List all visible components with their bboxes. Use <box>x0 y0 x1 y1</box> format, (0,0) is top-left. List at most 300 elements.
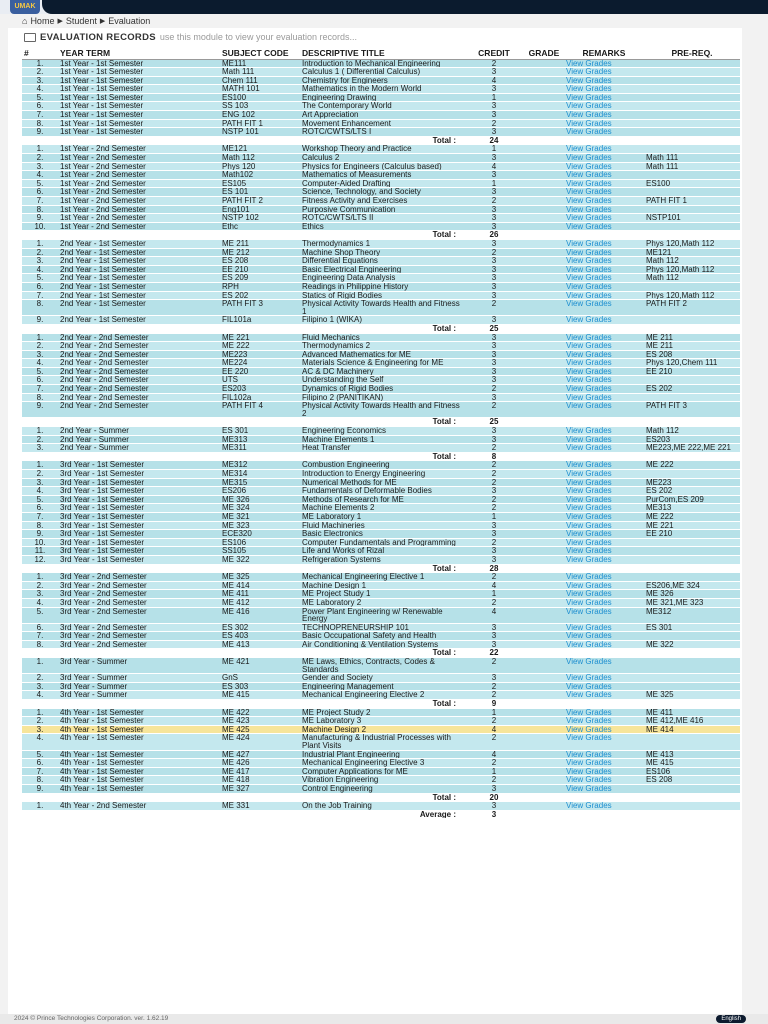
subject-code-cell: ME313 <box>220 435 300 444</box>
row-number: 4. <box>22 359 58 368</box>
descriptive-title-cell: Advanced Mathematics for ME <box>300 350 464 359</box>
view-grades-link[interactable]: View Grades <box>564 257 644 266</box>
total-empty <box>524 564 740 573</box>
grade-cell <box>524 350 564 359</box>
row-number: 8. <box>22 205 58 214</box>
table-row <box>22 402 740 418</box>
table-row <box>22 444 740 453</box>
table-row <box>22 632 740 641</box>
total-value: 25 <box>464 418 524 427</box>
view-grades-link[interactable]: View Grades <box>564 342 644 351</box>
table-row <box>22 222 740 231</box>
view-grades-link[interactable]: View Grades <box>564 265 644 274</box>
view-grades-link[interactable]: View Grades <box>564 435 644 444</box>
table-row <box>22 76 740 85</box>
descriptive-title-cell: Understanding the Self <box>300 376 464 385</box>
grade-cell <box>524 598 564 607</box>
app-logo[interactable]: UMAK <box>10 0 40 14</box>
grade-cell <box>524 119 564 128</box>
credit-cell: 3 <box>464 802 524 811</box>
row-number: 3. <box>22 350 58 359</box>
row-number: 7. <box>22 291 58 300</box>
view-grades-link[interactable]: View Grades <box>564 359 644 368</box>
table-row <box>22 291 740 300</box>
row-number: 10. <box>22 538 58 547</box>
view-grades-link[interactable]: View Grades <box>564 128 644 137</box>
year-term-cell: 2nd Year - 1st Semester <box>58 300 220 316</box>
row-number: 5. <box>22 607 58 623</box>
view-grades-link[interactable]: View Grades <box>564 802 644 811</box>
grade-cell <box>524 93 564 102</box>
table-row <box>22 538 740 547</box>
view-grades-link[interactable]: View Grades <box>564 427 644 436</box>
view-grades-link[interactable]: View Grades <box>564 555 644 564</box>
grade-cell <box>524 162 564 171</box>
table-row <box>22 300 740 316</box>
credit-cell: 3 <box>464 359 524 368</box>
year-term-cell: 2nd Year - 1st Semester <box>58 239 220 248</box>
year-term-cell: 1st Year - 2nd Semester <box>58 145 220 154</box>
total-value: 25 <box>464 324 524 333</box>
view-grades-link[interactable]: View Grades <box>564 776 644 785</box>
credit-cell: 3 <box>464 367 524 376</box>
year-term-cell: 2nd Year - 1st Semester <box>58 316 220 325</box>
subject-code-cell: ME 416 <box>220 607 300 623</box>
view-grades-link[interactable]: View Grades <box>564 504 644 513</box>
prereq-cell: PATH FIT 1 <box>644 197 740 206</box>
grade-cell <box>524 470 564 479</box>
year-term-cell: 3rd Year - Summer <box>58 682 220 691</box>
view-grades-link[interactable]: View Grades <box>564 461 644 470</box>
subject-code-cell: SS 103 <box>220 102 300 111</box>
prereq-cell <box>644 802 740 811</box>
table-row <box>22 478 740 487</box>
view-grades-link[interactable]: View Grades <box>564 784 644 793</box>
subject-code-cell: ME 417 <box>220 767 300 776</box>
col-header-credit: CREDIT <box>464 48 524 59</box>
view-grades-link[interactable]: View Grades <box>564 291 644 300</box>
view-grades-link[interactable]: View Grades <box>564 691 644 700</box>
footer <box>0 1014 768 1024</box>
view-grades-link[interactable]: View Grades <box>564 162 644 171</box>
grade-cell <box>524 76 564 85</box>
descriptive-title-cell: Calculus 2 <box>300 154 464 163</box>
table-row <box>22 802 740 811</box>
table-row <box>22 734 740 750</box>
prereq-cell <box>644 171 740 180</box>
view-grades-link[interactable]: View Grades <box>564 598 644 607</box>
grade-cell <box>524 128 564 137</box>
view-grades-link[interactable]: View Grades <box>564 93 644 102</box>
chevron-right-icon: ▶ <box>99 18 106 25</box>
credit-cell: 3 <box>464 623 524 632</box>
descriptive-title-cell: The Contemporary World <box>300 102 464 111</box>
subject-code-cell: Phys 120 <box>220 162 300 171</box>
view-grades-link[interactable]: View Grades <box>564 521 644 530</box>
view-grades-link[interactable]: View Grades <box>564 470 644 479</box>
credit-cell: 3 <box>464 674 524 683</box>
prereq-cell <box>644 111 740 120</box>
row-number: 4. <box>22 265 58 274</box>
year-term-cell: 4th Year - 2nd Semester <box>58 802 220 811</box>
subject-code-cell: ES100 <box>220 93 300 102</box>
total-row <box>22 231 740 240</box>
descriptive-title-cell: Dynamics of Rigid Bodies <box>300 385 464 394</box>
grade-cell <box>524 188 564 197</box>
view-grades-link[interactable]: View Grades <box>564 682 644 691</box>
row-number: 1. <box>22 573 58 582</box>
view-grades-link[interactable]: View Grades <box>564 487 644 496</box>
credit-cell: 3 <box>464 435 524 444</box>
descriptive-title-cell: Physics for Engineers (Calculus based) <box>300 162 464 171</box>
view-grades-link[interactable]: View Grades <box>564 725 644 734</box>
descriptive-title-cell: Purposive Communication <box>300 205 464 214</box>
credit-cell: 3 <box>464 555 524 564</box>
view-grades-link[interactable]: View Grades <box>564 640 644 649</box>
view-grades-link[interactable]: View Grades <box>564 581 644 590</box>
view-grades-link[interactable]: View Grades <box>564 538 644 547</box>
home-icon[interactable]: ⌂ <box>22 16 28 26</box>
view-grades-link[interactable]: View Grades <box>564 750 644 759</box>
descriptive-title-cell: Machine Design 1 <box>300 581 464 590</box>
view-grades-link[interactable]: View Grades <box>564 316 644 325</box>
grade-cell <box>524 145 564 154</box>
subject-code-cell: NSTP 102 <box>220 214 300 223</box>
row-number: 1. <box>22 145 58 154</box>
year-term-cell: 3rd Year - 1st Semester <box>58 512 220 521</box>
table-row <box>22 623 740 632</box>
prereq-cell <box>644 145 740 154</box>
view-grades-link[interactable]: View Grades <box>564 239 644 248</box>
subject-code-cell: ES105 <box>220 179 300 188</box>
subject-code-cell: ME 324 <box>220 504 300 513</box>
subject-code-cell: Chem 111 <box>220 76 300 85</box>
descriptive-title-cell: Life and Works of Rizal <box>300 547 464 556</box>
subject-code-cell: MATH 101 <box>220 85 300 94</box>
subject-code-cell: ME 427 <box>220 750 300 759</box>
prereq-cell: ES203 <box>644 435 740 444</box>
total-value: 9 <box>464 700 524 709</box>
view-grades-link[interactable]: View Grades <box>564 607 644 623</box>
view-grades-link[interactable]: View Grades <box>564 708 644 717</box>
table-row <box>22 102 740 111</box>
grade-cell <box>524 171 564 180</box>
view-grades-link[interactable]: View Grades <box>564 393 644 402</box>
row-number: 6. <box>22 282 58 291</box>
card-header <box>24 31 357 43</box>
view-grades-link[interactable]: View Grades <box>564 214 644 223</box>
row-number: 3. <box>22 478 58 487</box>
year-term-cell: 1st Year - 1st Semester <box>58 102 220 111</box>
view-grades-link[interactable]: View Grades <box>564 444 644 453</box>
credit-cell: 3 <box>464 128 524 137</box>
prereq-cell: ES 208 <box>644 776 740 785</box>
year-term-cell: 2nd Year - Summer <box>58 444 220 453</box>
col-header-prereq: PRE-REQ. <box>644 48 740 59</box>
total-empty <box>524 452 740 461</box>
grade-cell <box>524 750 564 759</box>
grade-cell <box>524 385 564 394</box>
grade-cell <box>524 725 564 734</box>
row-number: 4. <box>22 85 58 94</box>
descriptive-title-cell: Calculus 1 ( Differential Calculus) <box>300 68 464 77</box>
language-selector[interactable]: English <box>716 1015 746 1023</box>
year-term-cell: 1st Year - 1st Semester <box>58 68 220 77</box>
view-grades-link[interactable]: View Grades <box>564 547 644 556</box>
credit-cell: 3 <box>464 265 524 274</box>
row-number: 3. <box>22 682 58 691</box>
descriptive-title-cell: Gender and Society <box>300 674 464 683</box>
view-grades-link[interactable]: View Grades <box>564 188 644 197</box>
subject-code-cell: Math102 <box>220 171 300 180</box>
year-term-cell: 3rd Year - 1st Semester <box>58 521 220 530</box>
view-grades-link[interactable]: View Grades <box>564 222 644 231</box>
view-grades-link[interactable]: View Grades <box>564 85 644 94</box>
subject-code-cell: PATH FIT 2 <box>220 197 300 206</box>
descriptive-title-cell: Engineering Drawing <box>300 93 464 102</box>
credit-cell: 2 <box>464 759 524 768</box>
table-row <box>22 674 740 683</box>
copyright-text: 2024 © Prince Technologies Corporation. ver. 1.62.19 <box>14 1015 169 1022</box>
descriptive-title-cell: Basic Electronics <box>300 530 464 539</box>
prereq-cell: ES106 <box>644 767 740 776</box>
grade-cell <box>524 717 564 726</box>
table-row <box>22 248 740 257</box>
subject-code-cell: ME 325 <box>220 573 300 582</box>
row-number: 7. <box>22 385 58 394</box>
total-empty <box>524 136 740 145</box>
table-row <box>22 393 740 402</box>
table-row <box>22 573 740 582</box>
descriptive-title-cell: On the Job Training <box>300 802 464 811</box>
table-row <box>22 717 740 726</box>
credit-cell: 3 <box>464 316 524 325</box>
table-row <box>22 776 740 785</box>
view-grades-link[interactable]: View Grades <box>564 590 644 599</box>
prereq-cell <box>644 102 740 111</box>
view-grades-link[interactable]: View Grades <box>564 119 644 128</box>
row-number: 9. <box>22 214 58 223</box>
total-label: Total : <box>22 452 464 461</box>
view-grades-link[interactable]: View Grades <box>564 530 644 539</box>
descriptive-title-cell: Computer Applications for ME <box>300 767 464 776</box>
col-header-number: # <box>22 48 58 59</box>
prereq-cell: ME 326 <box>644 590 740 599</box>
row-number: 4. <box>22 487 58 496</box>
grade-cell <box>524 214 564 223</box>
subject-code-cell: PATH FIT 1 <box>220 119 300 128</box>
year-term-cell: 1st Year - 2nd Semester <box>58 188 220 197</box>
descriptive-title-cell: Fluid Mechanics <box>300 333 464 342</box>
view-grades-link[interactable]: View Grades <box>564 402 644 418</box>
view-grades-link[interactable]: View Grades <box>564 367 644 376</box>
descriptive-title-cell: Machine Elements 2 <box>300 504 464 513</box>
subject-code-cell: ME 323 <box>220 521 300 530</box>
prereq-cell <box>644 658 740 674</box>
view-grades-link[interactable]: View Grades <box>564 759 644 768</box>
descriptive-title-cell: ME Project Study 2 <box>300 708 464 717</box>
year-term-cell: 3rd Year - Summer <box>58 691 220 700</box>
view-grades-link[interactable]: View Grades <box>564 300 644 316</box>
table-row <box>22 555 740 564</box>
descriptive-title-cell: Introduction to Energy Engineering <box>300 470 464 479</box>
row-number: 1. <box>22 333 58 342</box>
view-grades-link[interactable]: View Grades <box>564 376 644 385</box>
total-empty <box>524 793 740 802</box>
view-grades-link[interactable]: View Grades <box>564 734 644 750</box>
descriptive-title-cell: Numerical Methods for ME <box>300 478 464 487</box>
prereq-cell: ES 208 <box>644 350 740 359</box>
descriptive-title-cell: Science, Technology, and Society <box>300 188 464 197</box>
row-number: 8. <box>22 521 58 530</box>
grade-cell <box>524 367 564 376</box>
grade-cell <box>524 222 564 231</box>
prereq-cell <box>644 188 740 197</box>
view-grades-link[interactable]: View Grades <box>564 674 644 683</box>
prereq-cell <box>644 547 740 556</box>
subject-code-cell: ME 222 <box>220 342 300 351</box>
view-grades-link[interactable]: View Grades <box>564 717 644 726</box>
subject-code-cell: ME 414 <box>220 581 300 590</box>
year-term-cell: 2nd Year - 2nd Semester <box>58 367 220 376</box>
credit-cell: 2 <box>464 682 524 691</box>
view-grades-link[interactable]: View Grades <box>564 102 644 111</box>
row-number: 2. <box>22 68 58 77</box>
row-number: 2. <box>22 435 58 444</box>
prereq-cell <box>644 734 740 750</box>
prereq-cell <box>644 573 740 582</box>
view-grades-link[interactable]: View Grades <box>564 495 644 504</box>
table-row <box>22 547 740 556</box>
table-row <box>22 682 740 691</box>
grade-cell <box>524 274 564 283</box>
descriptive-title-cell: Thermodynamics 2 <box>300 342 464 351</box>
year-term-cell: 1st Year - 2nd Semester <box>58 197 220 206</box>
row-number: 2. <box>22 342 58 351</box>
row-number: 11. <box>22 547 58 556</box>
prereq-cell <box>644 282 740 291</box>
prereq-cell: ME 413 <box>644 750 740 759</box>
subject-code-cell: ME121 <box>220 145 300 154</box>
credit-cell: 3 <box>464 487 524 496</box>
row-number: 8. <box>22 393 58 402</box>
grade-cell <box>524 632 564 641</box>
credit-cell: 3 <box>464 171 524 180</box>
grade-cell <box>524 691 564 700</box>
view-grades-link[interactable]: View Grades <box>564 512 644 521</box>
descriptive-title-cell: Filipino 2 (PANITIKAN) <box>300 393 464 402</box>
view-grades-link[interactable]: View Grades <box>564 658 644 674</box>
year-term-cell: 4th Year - 1st Semester <box>58 717 220 726</box>
table-row <box>22 495 740 504</box>
view-grades-link[interactable]: View Grades <box>564 111 644 120</box>
row-number: 3. <box>22 76 58 85</box>
view-grades-link[interactable]: View Grades <box>564 59 644 68</box>
credit-cell: 3 <box>464 393 524 402</box>
row-number: 1. <box>22 461 58 470</box>
view-grades-link[interactable]: View Grades <box>564 573 644 582</box>
breadcrumb-student[interactable]: Student <box>65 16 97 26</box>
prereq-cell: ME312 <box>644 607 740 623</box>
subject-code-cell: ME314 <box>220 470 300 479</box>
subject-code-cell: ME 321 <box>220 512 300 521</box>
breadcrumb <box>22 15 150 27</box>
year-term-cell: 1st Year - 2nd Semester <box>58 162 220 171</box>
view-grades-link[interactable]: View Grades <box>564 197 644 206</box>
view-grades-link[interactable]: View Grades <box>564 333 644 342</box>
prereq-cell <box>644 76 740 85</box>
grade-cell <box>524 85 564 94</box>
year-term-cell: 3rd Year - 2nd Semester <box>58 590 220 599</box>
credit-cell: 1 <box>464 708 524 717</box>
row-number: 9. <box>22 530 58 539</box>
view-grades-link[interactable]: View Grades <box>564 76 644 85</box>
view-grades-link[interactable]: View Grades <box>564 248 644 257</box>
credit-cell: 1 <box>464 767 524 776</box>
table-row <box>22 316 740 325</box>
view-grades-link[interactable]: View Grades <box>564 274 644 283</box>
subject-code-cell: ES 403 <box>220 632 300 641</box>
credit-cell: 4 <box>464 162 524 171</box>
credit-cell: 3 <box>464 342 524 351</box>
view-grades-link[interactable]: View Grades <box>564 68 644 77</box>
table-row <box>22 162 740 171</box>
table-row <box>22 59 740 68</box>
view-grades-link[interactable]: View Grades <box>564 145 644 154</box>
records-icon <box>24 33 36 42</box>
total-empty <box>524 418 740 427</box>
view-grades-link[interactable]: View Grades <box>564 205 644 214</box>
year-term-cell: 2nd Year - Summer <box>58 435 220 444</box>
prereq-cell: Math 111 <box>644 154 740 163</box>
view-grades-link[interactable]: View Grades <box>564 350 644 359</box>
col-header-year-term: YEAR TERM <box>58 48 220 59</box>
row-number: 7. <box>22 111 58 120</box>
year-term-cell: 3rd Year - 1st Semester <box>58 538 220 547</box>
prereq-cell <box>644 682 740 691</box>
row-number: 2. <box>22 581 58 590</box>
credit-cell: 2 <box>464 658 524 674</box>
view-grades-link[interactable]: View Grades <box>564 478 644 487</box>
row-number: 3. <box>22 162 58 171</box>
credit-cell: 1 <box>464 145 524 154</box>
view-grades-link[interactable]: View Grades <box>564 171 644 180</box>
total-empty <box>524 649 740 658</box>
subject-code-cell: ME311 <box>220 444 300 453</box>
view-grades-link[interactable]: View Grades <box>564 385 644 394</box>
prereq-cell: PurCom,ES 209 <box>644 495 740 504</box>
breadcrumb-home[interactable]: Home <box>30 16 55 26</box>
view-grades-link[interactable]: View Grades <box>564 179 644 188</box>
table-row <box>22 239 740 248</box>
descriptive-title-cell: ROTC/CWTS/LTS II <box>300 214 464 223</box>
view-grades-link[interactable]: View Grades <box>564 767 644 776</box>
subject-code-cell: PATH FIT 3 <box>220 300 300 316</box>
row-number: 4. <box>22 691 58 700</box>
prereq-cell: ME 412,ME 416 <box>644 717 740 726</box>
view-grades-link[interactable]: View Grades <box>564 632 644 641</box>
credit-cell: 2 <box>464 495 524 504</box>
prereq-cell <box>644 222 740 231</box>
year-term-cell: 1st Year - 2nd Semester <box>58 154 220 163</box>
view-grades-link[interactable]: View Grades <box>564 623 644 632</box>
view-grades-link[interactable]: View Grades <box>564 154 644 163</box>
view-grades-link[interactable]: View Grades <box>564 282 644 291</box>
subject-code-cell: NSTP 101 <box>220 128 300 137</box>
year-term-cell: 4th Year - 1st Semester <box>58 767 220 776</box>
descriptive-title-cell: Art Appreciation <box>300 111 464 120</box>
table-row <box>22 461 740 470</box>
